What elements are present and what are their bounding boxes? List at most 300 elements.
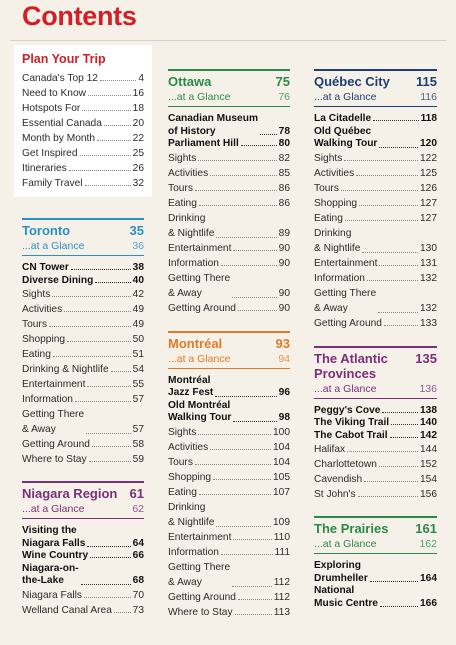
leader-dots bbox=[90, 557, 131, 558]
leader-dots bbox=[92, 446, 131, 447]
entry-label: Getting There & Away bbox=[168, 561, 231, 588]
leader-dots bbox=[382, 412, 418, 413]
page-number: 142 bbox=[420, 429, 437, 441]
leader-dots bbox=[82, 110, 130, 111]
toc-entry[interactable] bbox=[168, 485, 290, 500]
leader-dots bbox=[379, 466, 418, 467]
page-number: 120 bbox=[420, 138, 437, 149]
page-number: 132 bbox=[420, 302, 437, 314]
section-page-number: 115 bbox=[416, 74, 437, 89]
leader-dots bbox=[379, 147, 418, 148]
at-a-glance-link[interactable] bbox=[22, 240, 144, 256]
entry-label: Drinking & Nightlife bbox=[22, 364, 109, 375]
entry-label: Information bbox=[314, 272, 365, 284]
entry-label: Wine Country bbox=[22, 550, 89, 561]
section-page-number: 135 bbox=[415, 350, 437, 366]
section-name: The Prairies bbox=[314, 521, 389, 536]
leader-dots bbox=[215, 396, 276, 397]
entry-label: Tours bbox=[314, 182, 339, 194]
page-number: 85 bbox=[278, 167, 290, 179]
leader-dots bbox=[356, 175, 418, 176]
entry-label: Itineraries bbox=[22, 163, 67, 174]
highlight-entry[interactable] bbox=[168, 138, 290, 151]
glance-label: ...at a Glance bbox=[314, 538, 377, 550]
entry-label: Eating bbox=[22, 349, 51, 360]
page-number: 57 bbox=[132, 424, 144, 435]
plan-list bbox=[22, 71, 144, 191]
toc-entry[interactable] bbox=[168, 196, 290, 211]
page-number: 38 bbox=[132, 262, 144, 273]
leader-dots bbox=[85, 185, 131, 186]
section-atlantic-provinces bbox=[314, 346, 437, 503]
highlight-entry[interactable] bbox=[314, 113, 437, 126]
plan-item[interactable] bbox=[22, 161, 144, 176]
page-number: 66 bbox=[132, 550, 144, 561]
entry-label: Niagara Falls bbox=[22, 589, 83, 601]
column-1 bbox=[22, 45, 144, 618]
entry-label: The Viking Trail bbox=[314, 417, 390, 428]
at-a-glance-link[interactable] bbox=[314, 91, 437, 107]
toc-entry[interactable] bbox=[168, 151, 290, 166]
entry-label: Tours bbox=[168, 456, 193, 468]
toc-entry[interactable] bbox=[22, 302, 144, 317]
page-number: 54 bbox=[132, 364, 144, 375]
leader-dots bbox=[104, 125, 131, 126]
entry-label: Canadian Museum of History bbox=[168, 113, 259, 137]
leader-dots bbox=[84, 597, 131, 598]
entry-label: Drinking & Nightlife bbox=[168, 212, 215, 239]
leader-dots bbox=[114, 612, 131, 613]
toc-entry[interactable] bbox=[168, 241, 290, 256]
leader-dots bbox=[64, 311, 130, 312]
leader-dots bbox=[384, 325, 418, 326]
entry-label: Canada's Top 12 bbox=[22, 73, 98, 84]
leader-dots bbox=[97, 140, 131, 141]
glance-label: ...at a Glance bbox=[314, 382, 377, 395]
page-number: 4 bbox=[138, 73, 144, 84]
leader-dots bbox=[391, 424, 418, 425]
toc-entry[interactable] bbox=[168, 605, 290, 620]
leader-dots bbox=[87, 546, 130, 547]
plan-item[interactable] bbox=[22, 146, 144, 161]
highlight-entry[interactable] bbox=[22, 275, 144, 288]
highlight-entry[interactable] bbox=[314, 585, 437, 610]
leader-dots bbox=[367, 280, 418, 281]
leader-dots bbox=[260, 134, 277, 135]
page-number: 166 bbox=[420, 597, 437, 609]
section-heading[interactable] bbox=[314, 346, 437, 381]
toc-entry[interactable] bbox=[314, 196, 437, 211]
toc-entry[interactable] bbox=[168, 256, 290, 271]
section-heading[interactable] bbox=[314, 516, 437, 536]
leader-dots bbox=[241, 145, 277, 146]
entry-label: Activities bbox=[168, 441, 209, 453]
entry-label: Peggy's Cove bbox=[314, 404, 381, 416]
entry-label: Tours bbox=[22, 319, 47, 330]
entry-label: Getting There & Away bbox=[314, 287, 377, 314]
plan-your-trip-box bbox=[14, 45, 152, 197]
section-page-number: 61 bbox=[129, 486, 144, 501]
entry-label: Diverse Dining bbox=[22, 274, 94, 286]
page-number: 68 bbox=[132, 575, 144, 586]
page-number: 90 bbox=[278, 287, 290, 299]
leader-dots bbox=[347, 451, 418, 452]
leader-dots bbox=[232, 297, 277, 298]
section-montreal bbox=[168, 331, 290, 620]
leader-dots bbox=[89, 461, 131, 462]
page-number: 107 bbox=[273, 486, 290, 498]
toc-entry[interactable] bbox=[168, 425, 290, 440]
page-number: 18 bbox=[132, 103, 144, 114]
leader-dots bbox=[358, 496, 418, 497]
title-divider bbox=[10, 40, 446, 41]
entry-label: Montréal Jazz Fest bbox=[168, 374, 214, 398]
section-page-number: 161 bbox=[415, 521, 437, 536]
highlight-entry[interactable] bbox=[168, 113, 290, 138]
leader-dots bbox=[233, 421, 276, 422]
at-a-glance-link[interactable] bbox=[168, 353, 290, 369]
entry-label: Information bbox=[168, 257, 219, 269]
plan-title: Plan Your Trip bbox=[22, 52, 106, 66]
entry-label: Drinking & Nightlife bbox=[314, 227, 361, 254]
entry-label: Information bbox=[168, 546, 219, 558]
page-number: 40 bbox=[132, 274, 144, 286]
entry-label: Sights bbox=[314, 152, 343, 164]
page-number: 130 bbox=[420, 242, 437, 254]
toc-entry[interactable] bbox=[314, 457, 437, 472]
toc-entry[interactable] bbox=[22, 347, 144, 362]
page-number: 86 bbox=[278, 182, 290, 194]
page-number: 96 bbox=[278, 387, 290, 398]
entry-label: Sights bbox=[168, 426, 197, 438]
toc-entry[interactable] bbox=[314, 472, 437, 487]
toc-entry[interactable] bbox=[314, 211, 437, 226]
leader-dots bbox=[221, 554, 273, 555]
page-number: 125 bbox=[420, 167, 437, 179]
toc-entry[interactable] bbox=[22, 317, 144, 332]
page-number: 109 bbox=[273, 516, 290, 528]
page-number: 98 bbox=[278, 412, 290, 423]
entry-label: Cavendish bbox=[314, 474, 363, 485]
section-toronto bbox=[22, 218, 144, 467]
glance-label: ...at a Glance bbox=[314, 91, 377, 103]
toc-entry[interactable] bbox=[168, 590, 290, 605]
page-number: 82 bbox=[278, 152, 290, 164]
section-name: Ottawa bbox=[168, 74, 212, 89]
section-heading[interactable] bbox=[168, 69, 290, 89]
toc-entry[interactable] bbox=[168, 440, 290, 455]
toc-entry[interactable] bbox=[22, 377, 144, 392]
section-heading[interactable] bbox=[314, 69, 437, 89]
toc-entry[interactable] bbox=[168, 301, 290, 316]
page-number: 104 bbox=[273, 441, 290, 453]
page-number: 86 bbox=[278, 197, 290, 209]
highlight-entry[interactable] bbox=[22, 262, 144, 275]
plan-item[interactable] bbox=[22, 86, 144, 101]
leader-dots bbox=[390, 437, 418, 438]
leader-dots bbox=[232, 586, 272, 587]
entry-label: CN Tower bbox=[22, 262, 69, 273]
column-2 bbox=[168, 69, 290, 620]
toc-entry[interactable] bbox=[22, 392, 144, 407]
entry-label: Halifax bbox=[314, 444, 346, 455]
leader-dots bbox=[100, 80, 136, 81]
page-number: 118 bbox=[420, 113, 437, 124]
leader-dots bbox=[373, 120, 418, 121]
section-page-number: 75 bbox=[275, 74, 290, 89]
glance-page-number: 94 bbox=[278, 352, 290, 365]
toc-entry[interactable] bbox=[22, 603, 144, 618]
page-number: 144 bbox=[420, 444, 437, 455]
leader-dots bbox=[80, 155, 131, 156]
page-number: 49 bbox=[132, 304, 144, 315]
glance-page-number: 76 bbox=[278, 91, 290, 103]
toc-entry[interactable] bbox=[22, 287, 144, 302]
glance-label: ...at a Glance bbox=[22, 503, 85, 515]
leader-dots bbox=[238, 599, 272, 600]
section-heading[interactable] bbox=[22, 481, 144, 501]
entry-label: Eating bbox=[168, 197, 197, 209]
toc-entry[interactable] bbox=[314, 286, 437, 316]
toc-entry[interactable] bbox=[168, 455, 290, 470]
page-number: 57 bbox=[132, 394, 144, 405]
leader-dots bbox=[199, 205, 277, 206]
page-number: 110 bbox=[273, 531, 290, 543]
entry-label: Tours bbox=[168, 182, 193, 194]
page-number: 32 bbox=[132, 178, 144, 189]
page-number: 152 bbox=[420, 459, 437, 470]
entry-label: Entertainment bbox=[22, 379, 86, 390]
glance-page-number: 116 bbox=[420, 91, 437, 103]
leader-dots bbox=[233, 250, 276, 251]
page-number: 16 bbox=[132, 88, 144, 99]
entry-label: Month by Month bbox=[22, 133, 96, 144]
toc-entry[interactable] bbox=[168, 211, 290, 241]
toc-entry[interactable] bbox=[168, 470, 290, 485]
page-number: 104 bbox=[273, 456, 290, 468]
plan-item[interactable] bbox=[22, 131, 144, 146]
page-number: 90 bbox=[278, 302, 290, 314]
entry-label: The Cabot Trail bbox=[314, 429, 388, 441]
leader-dots bbox=[345, 220, 418, 221]
leader-dots bbox=[213, 479, 271, 480]
entry-label: National Music Centre bbox=[314, 585, 378, 609]
highlight-entry[interactable] bbox=[314, 405, 437, 418]
entry-label: Where to Stay bbox=[168, 606, 233, 618]
page-number: 133 bbox=[420, 317, 437, 329]
entry-label: Entertainment bbox=[168, 242, 232, 254]
entry-label: Charlottetown bbox=[314, 459, 377, 470]
entry-label: Shopping bbox=[168, 471, 212, 483]
highlight-entry[interactable] bbox=[314, 560, 437, 585]
plan-item[interactable] bbox=[22, 71, 144, 86]
leader-dots bbox=[233, 539, 271, 540]
leader-dots bbox=[210, 449, 271, 450]
page-number: 70 bbox=[132, 589, 144, 601]
section-name: Toronto bbox=[22, 223, 71, 238]
highlight-entry[interactable] bbox=[314, 430, 437, 443]
entry-label: Parliament Hill bbox=[168, 138, 239, 149]
glance-page-number: 162 bbox=[419, 538, 437, 550]
entry-label: Getting There & Away bbox=[168, 272, 231, 299]
plan-item[interactable] bbox=[22, 116, 144, 131]
toc-entry[interactable] bbox=[314, 181, 437, 196]
section-name: Québec City bbox=[314, 74, 390, 89]
entry-label: Old Québec Walking Tour bbox=[314, 125, 378, 149]
toc-entry[interactable] bbox=[314, 316, 437, 331]
entry-label: Where to Stay bbox=[22, 454, 87, 465]
toc-entry[interactable] bbox=[22, 588, 144, 603]
toc-entry[interactable] bbox=[168, 530, 290, 545]
leader-dots bbox=[238, 310, 277, 311]
plan-item[interactable] bbox=[22, 101, 144, 116]
highlight-entry[interactable] bbox=[22, 525, 144, 550]
at-a-glance-link[interactable] bbox=[314, 383, 437, 399]
entry-label: Getting Around bbox=[22, 439, 90, 450]
section-heading[interactable] bbox=[168, 331, 290, 351]
page-number: 64 bbox=[132, 537, 144, 549]
entry-label: Entertainment bbox=[314, 257, 378, 269]
toc-entry[interactable] bbox=[314, 442, 437, 457]
page-number: 42 bbox=[132, 289, 144, 300]
highlight-entry[interactable] bbox=[22, 550, 144, 563]
highlight-entry[interactable] bbox=[314, 126, 437, 151]
toc-entry[interactable] bbox=[168, 181, 290, 196]
page-number: 80 bbox=[278, 138, 290, 149]
page-number: 25 bbox=[132, 148, 144, 159]
entry-label: Getting Around bbox=[168, 591, 236, 603]
leader-dots bbox=[195, 190, 277, 191]
toc-entry[interactable] bbox=[22, 332, 144, 347]
leader-dots bbox=[71, 269, 131, 270]
entry-label: Shopping bbox=[314, 197, 358, 209]
entry-label: Need to Know bbox=[22, 88, 86, 99]
column-3 bbox=[314, 69, 437, 610]
toc-entry[interactable] bbox=[22, 407, 144, 437]
toc-entry[interactable] bbox=[22, 362, 144, 377]
page-number: 73 bbox=[132, 604, 144, 616]
highlight-entry[interactable] bbox=[314, 417, 437, 430]
leader-dots bbox=[199, 494, 271, 495]
entry-label: Activities bbox=[314, 167, 355, 179]
toc-entry[interactable] bbox=[22, 452, 144, 467]
entry-label: Eating bbox=[168, 486, 197, 498]
at-a-glance-link[interactable] bbox=[168, 91, 290, 107]
page-number: 55 bbox=[132, 379, 144, 390]
page-number: 156 bbox=[420, 489, 437, 500]
highlight-entry[interactable] bbox=[168, 400, 290, 425]
page-number: 50 bbox=[132, 334, 144, 345]
section-quebec-city bbox=[314, 69, 437, 331]
section-page-number: 35 bbox=[129, 223, 144, 238]
page-number: 49 bbox=[132, 319, 144, 330]
toc-entry[interactable] bbox=[168, 560, 290, 590]
entry-label: Old Montréal Walking Tour bbox=[168, 399, 232, 423]
glance-label: ...at a Glance bbox=[168, 91, 231, 103]
page-number: 126 bbox=[420, 182, 437, 194]
highlight-entry[interactable] bbox=[22, 563, 144, 588]
toc-entry[interactable] bbox=[168, 500, 290, 530]
page-number: 22 bbox=[132, 133, 144, 144]
page-number: 100 bbox=[273, 426, 290, 438]
entry-label: Visiting the Niagara Falls bbox=[22, 525, 86, 549]
leader-dots bbox=[221, 265, 277, 266]
highlight-entry[interactable] bbox=[168, 375, 290, 400]
plan-item[interactable] bbox=[22, 176, 144, 191]
page-number: 105 bbox=[273, 471, 290, 483]
entry-label: Niagara-on- the-Lake bbox=[22, 562, 79, 586]
page-number: 127 bbox=[420, 197, 437, 209]
page-number: 58 bbox=[132, 439, 144, 450]
at-a-glance-link[interactable] bbox=[22, 503, 144, 519]
entry-label: Get Inspired bbox=[22, 148, 78, 159]
leader-dots bbox=[370, 581, 418, 582]
leader-dots bbox=[87, 386, 130, 387]
leader-dots bbox=[216, 237, 276, 238]
toc-entry[interactable] bbox=[168, 271, 290, 301]
page-number: 131 bbox=[420, 257, 437, 269]
leader-dots bbox=[378, 312, 418, 313]
entry-label: Eating bbox=[314, 212, 343, 224]
toc-entry[interactable] bbox=[314, 487, 437, 502]
page-title: Contents bbox=[22, 1, 137, 31]
entry-label: Exploring Drumheller bbox=[314, 560, 368, 584]
section-name: Montréal bbox=[168, 335, 223, 351]
page-number: 59 bbox=[132, 454, 144, 465]
leader-dots bbox=[379, 265, 418, 266]
leader-dots bbox=[362, 252, 418, 253]
entry-label: Getting Around bbox=[168, 302, 236, 314]
page-number: 138 bbox=[420, 404, 437, 416]
entry-label: Getting There & Away bbox=[22, 409, 85, 435]
section-heading[interactable] bbox=[22, 218, 144, 238]
page-number: 90 bbox=[278, 242, 290, 254]
page-number: 127 bbox=[420, 212, 437, 224]
entry-label: Welland Canal Area bbox=[22, 604, 112, 616]
toc-entry[interactable] bbox=[168, 166, 290, 181]
toc-entry[interactable] bbox=[314, 226, 437, 256]
entry-label: Sights bbox=[22, 289, 51, 300]
leader-dots bbox=[235, 614, 272, 615]
section-name: Niagara Region bbox=[22, 486, 118, 501]
leader-dots bbox=[341, 190, 418, 191]
entry-label: Hotspots For bbox=[22, 103, 81, 114]
page-number: 78 bbox=[278, 125, 290, 137]
toc-entry[interactable] bbox=[314, 256, 437, 271]
at-a-glance-link[interactable] bbox=[314, 538, 437, 554]
page-number: 89 bbox=[278, 227, 290, 239]
toc-entry[interactable] bbox=[314, 166, 437, 181]
toc-entry[interactable] bbox=[168, 545, 290, 560]
section-prairies bbox=[314, 516, 437, 610]
leader-dots bbox=[111, 371, 131, 372]
leader-dots bbox=[380, 606, 418, 607]
toc-entry[interactable] bbox=[314, 151, 437, 166]
page-number: 122 bbox=[420, 152, 437, 164]
toc-entry[interactable] bbox=[314, 271, 437, 286]
page-number: 111 bbox=[274, 546, 290, 558]
entry-label: La Citadelle bbox=[314, 113, 372, 124]
leader-dots bbox=[195, 464, 271, 465]
entry-label: Getting Around bbox=[314, 317, 382, 329]
entry-label: Shopping bbox=[22, 334, 66, 345]
leader-dots bbox=[210, 175, 276, 176]
leader-dots bbox=[344, 160, 418, 161]
leader-dots bbox=[86, 433, 131, 434]
entry-label: Sights bbox=[168, 152, 197, 164]
entry-label: St John's bbox=[314, 489, 356, 500]
toc-entry[interactable] bbox=[22, 437, 144, 452]
